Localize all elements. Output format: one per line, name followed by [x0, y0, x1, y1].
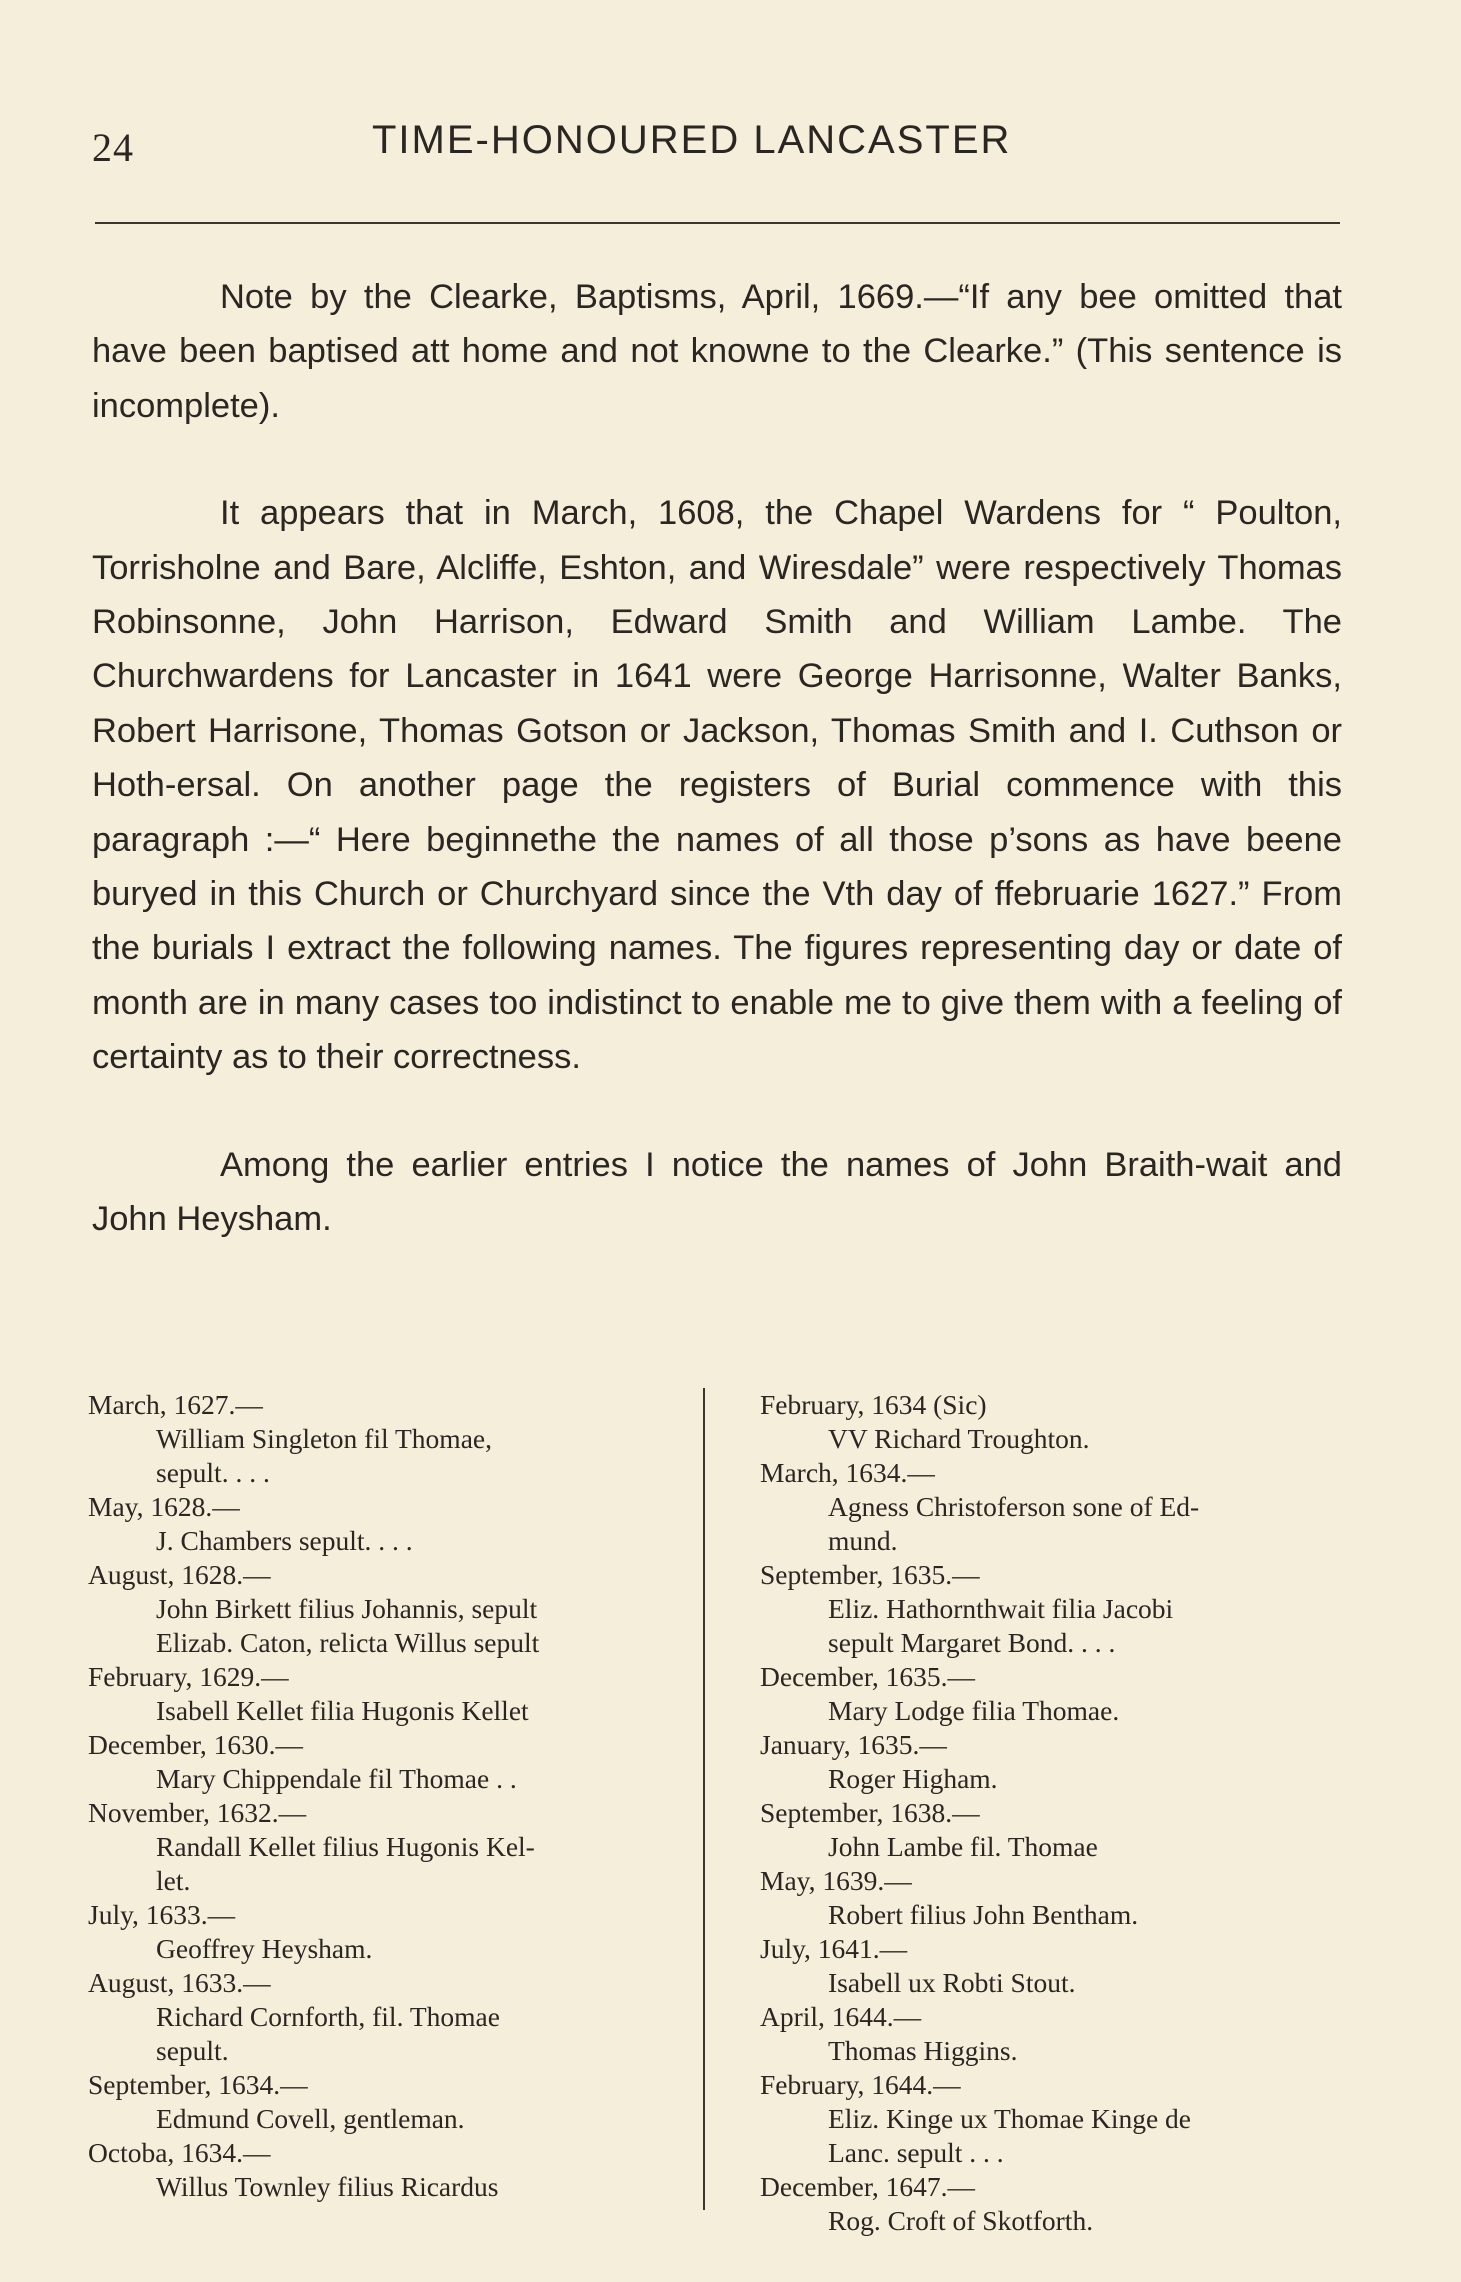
burial-entry-name: Roger Higham.	[828, 1763, 998, 1794]
body-text	[92, 270, 1342, 1300]
burial-entry-name: Agness Christoferson sone of Ed-	[828, 1491, 1200, 1522]
burial-entry-date: February, 1629.—	[88, 1661, 289, 1692]
burial-entry-date: August, 1628.—	[88, 1559, 271, 1590]
burial-entry-date: February, 1634 (Sic)	[760, 1389, 987, 1420]
running-title: TIME-HONOURED LANCASTER	[372, 118, 1012, 162]
header-rule	[95, 222, 1340, 224]
burial-entry-date: December, 1647.—	[760, 2171, 976, 2202]
burial-entry-name: Robert filius John Bentham.	[828, 1899, 1139, 1930]
burial-entry	[88, 1660, 678, 1728]
burial-entry	[760, 1660, 1350, 1728]
burial-entry-name: mund.	[828, 1525, 898, 1556]
burial-entry	[88, 1558, 678, 1660]
burial-entry-date: May, 1639.—	[760, 1865, 912, 1896]
burial-entry-date: May, 1628.—	[88, 1491, 240, 1522]
burial-entry	[760, 1728, 1350, 1796]
burial-entry-date: September, 1634.—	[88, 2069, 308, 2100]
burial-entry	[88, 2136, 678, 2204]
burial-register-columns	[88, 1388, 1350, 2236]
burial-entry-name: Thomas Higgins.	[828, 2035, 1018, 2066]
burial-entry-name: Geoffrey Heysham.	[156, 1933, 373, 1964]
burial-entry-date: July, 1641.—	[760, 1933, 908, 1964]
burial-entry-date: September, 1638.—	[760, 1797, 980, 1828]
burial-entry	[88, 1796, 678, 1898]
burial-entry	[760, 2170, 1350, 2238]
paragraph-earlier-entries: Among the earlier entries I notice the names of John Braith-wait and John Heysham.	[92, 1145, 1342, 1239]
burial-entry-name: J. Chambers sepult. . . .	[156, 1525, 413, 1556]
burial-entry	[760, 1558, 1350, 1660]
burial-entry	[760, 1932, 1350, 2000]
burial-entry-name: Willus Townley filius Ricardus	[156, 2171, 499, 2202]
burial-entry-name: Edmund Covell, gentleman.	[156, 2103, 465, 2134]
burial-entry-date: Octoba, 1634.—	[88, 2137, 271, 2168]
page-number: 24	[92, 125, 134, 170]
burial-entry-name: Isabell Kellet filia Hugonis Kellet	[156, 1695, 529, 1726]
paragraph-clearke-note: Note by the Clearke, Baptisms, April, 1669.—“If any bee omitted that have been baptised att home and not knowne to the Clearke.” (This sentence is incomplete).	[92, 278, 1342, 425]
burials-right-column	[760, 1388, 1350, 2238]
burial-entry-name: Rog. Croft of Skotforth.	[828, 2205, 1094, 2236]
burial-entry-name: William Singleton fil Thomae,	[156, 1423, 492, 1454]
burial-entry	[88, 1966, 678, 2068]
burial-entry	[88, 1728, 678, 1796]
burial-entry	[760, 1864, 1350, 1932]
burial-entry-name: Eliz. Hathornthwait filia Jacobi	[828, 1593, 1174, 1624]
burial-entry-date: April, 1644.—	[760, 2001, 922, 2032]
burial-entry	[760, 1388, 1350, 1456]
burial-entry-date: March, 1634.—	[760, 1457, 935, 1488]
burial-entry-date: September, 1635.—	[760, 1559, 980, 1590]
burial-entry-name: Eliz. Kinge ux Thomae Kinge de	[828, 2103, 1192, 2134]
burial-entry-date: August, 1633.—	[88, 1967, 271, 1998]
burial-entry-name: VV Richard Troughton.	[828, 1423, 1090, 1454]
burial-entry	[760, 2068, 1350, 2170]
running-header	[92, 118, 1342, 178]
burial-entry-name: John Lambe fil. Thomae	[828, 1831, 1098, 1862]
burial-entry-name: sepult. . . .	[156, 1457, 270, 1488]
burial-entry-date: February, 1644.—	[760, 2069, 961, 2100]
burial-entry-name: Richard Cornforth, fil. Thomae	[156, 2001, 500, 2032]
burial-entry-name: sepult Margaret Bond. . . .	[828, 1627, 1116, 1658]
burial-entry-date: November, 1632.—	[88, 1797, 307, 1828]
burial-entry-name: Lanc. sepult . . .	[828, 2137, 1004, 2168]
burial-entry-name: Isabell ux Robti Stout.	[828, 1967, 1076, 1998]
burial-entry-date: December, 1635.—	[760, 1661, 976, 1692]
burial-entry	[88, 1490, 678, 1558]
burial-entry	[760, 2000, 1350, 2068]
burial-entry-name: Randall Kellet filius Hugonis Kel-	[156, 1831, 535, 1862]
burial-entry-date: December, 1630.—	[88, 1729, 304, 1760]
burial-entry	[760, 1456, 1350, 1558]
burial-entry-name: sepult.	[156, 2035, 229, 2066]
burial-entry	[760, 1796, 1350, 1864]
burials-left-column	[88, 1388, 678, 2204]
paragraph-wardens: It appears that in March, 1608, the Chapel Wardens for “ Poulton, Torrisholne and Bare, Alcliffe, Eshton, and Wiresdale” were respectively Thomas Robinsonne, John Harrison, Edward Smith and William Lambe. The Churchwardens for Lancaster in 1641 were George Harrisonne, Walter Banks, Robert Harrisone, Thomas Gotson or Jackson, Thomas Smith and I. Cuthson or Hoth-ersal. On another page the registers of Burial commence with this paragraph :—“ Here beginnethe the names of all those p’sons as have beene buryed in this Church or Churchyard since the Vth day of ffebruarie 1627.” From the burials I extract the following names. The figures representing day or date of month are in many cases too indistinct to enable me to give them with a feeling of certainty as to their correctness.	[92, 494, 1342, 1077]
column-divider	[703, 1388, 705, 2210]
burial-entry-date: January, 1635.—	[760, 1729, 947, 1760]
burial-entry-date: July, 1633.—	[88, 1899, 236, 1930]
burial-entry-name: John Birkett filius Johannis, sepult	[156, 1593, 538, 1624]
burial-entry-date: March, 1627.—	[88, 1389, 263, 1420]
burial-entry-name: Mary Lodge filia Thomae.	[828, 1695, 1120, 1726]
burial-entry-name: Elizab. Caton, relicta Willus sepult	[156, 1627, 540, 1658]
burial-entry-name: Mary Chippendale fil Thomae . .	[156, 1763, 517, 1794]
burial-entry	[88, 1898, 678, 1966]
burial-entry-name: let.	[156, 1865, 191, 1896]
burial-entry	[88, 2068, 678, 2136]
burial-entry	[88, 1388, 678, 1490]
